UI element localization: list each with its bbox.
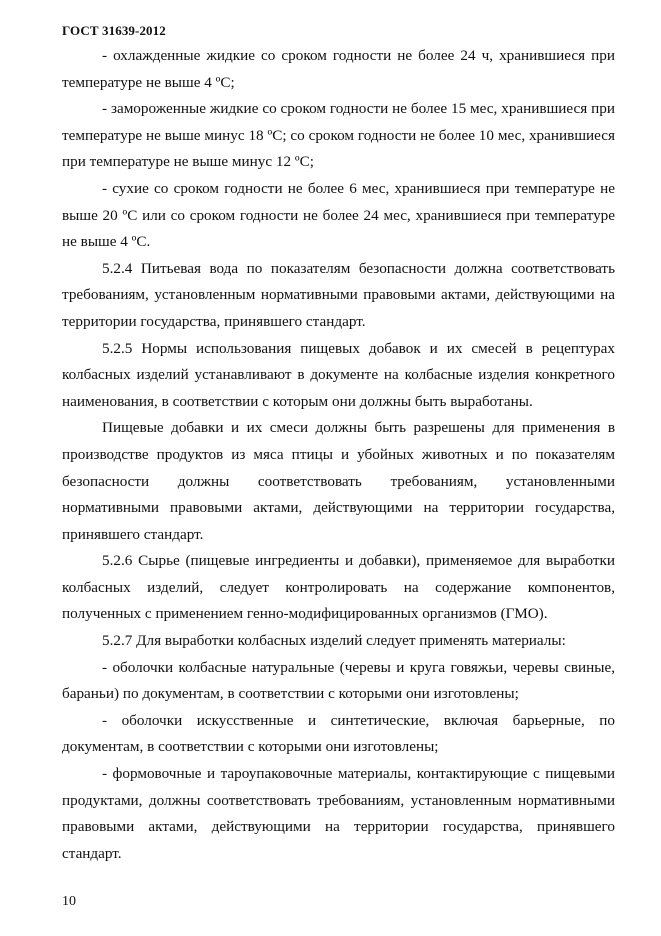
paragraph: 5.2.4 Питьевая вода по показателям безопасности должна соответствовать требованиям, установленным нормативными правовыми актами, действующими на территории государства, принявшего стандарт. xyxy=(62,259,615,330)
paragraph: Пищевые добавки и их смеси должны быть разрешены для применения в производстве продуктов из мяса птицы и убойных животных и по показателям безопасности должны соответствовать требованиям, установленными нормативными правовыми актами, действующими на территории государства, принявшего стандарт. xyxy=(62,419,615,543)
paragraph: - оболочки колбасные натуральные (черевы и круга говяжьи, черевы свиные, бараньи) по документам, в соответствии с которыми они изготовлены; xyxy=(62,658,615,703)
paragraph: - замороженные жидкие со сроком годности не более 15 мес, хранившиеся при температуре не выше минус 18 ºС; со сроком годности не более 10 мес, хранившиеся при температуре не выше минус 12 ºС; xyxy=(62,100,615,171)
paragraph: - формовочные и тароупаковочные материалы, контактирующие с пищевыми продуктами, должны соответствовать требованиям, установленным нормативными правовыми актами, действующими на территории государства, принявшего стандарт. xyxy=(62,765,615,862)
paragraph: - оболочки искусственные и синтетические, включая барьерные, по документам, в соответствии с которыми они изготовлены; xyxy=(62,711,615,756)
document-body xyxy=(62,43,615,867)
paragraph: - охлажденные жидкие со сроком годности не более 24 ч, хранившиеся при температуре не выше 4 ºС; xyxy=(62,47,615,91)
paragraph: 5.2.5 Нормы использования пищевых добавок и их смесей в рецептурах колбасных изделий устанавливают в документе на колбасные изделия конкретного наименования, в соответствии с которым они должны быть выработаны. xyxy=(62,339,615,410)
page-number: 10 xyxy=(62,894,76,909)
paragraph: - сухие со сроком годности не более 6 мес, хранившиеся при температуре не выше 20 ºС или со сроком годности не более 24 мес, хранившиеся при температуре не выше 4 ºС. xyxy=(62,179,615,251)
paragraph: 5.2.6 Сырье (пищевые ингредиенты и добавки), применяемое для выработки колбасных изделий, следует контролировать на содержание компонентов, полученных с применением генно-модифицированных организмов (ГМО). xyxy=(62,552,615,623)
paragraph: 5.2.7 Для выработки колбасных изделий следует применять материалы: xyxy=(102,632,566,650)
document-header: ГОСТ 31639-2012 xyxy=(62,23,166,38)
